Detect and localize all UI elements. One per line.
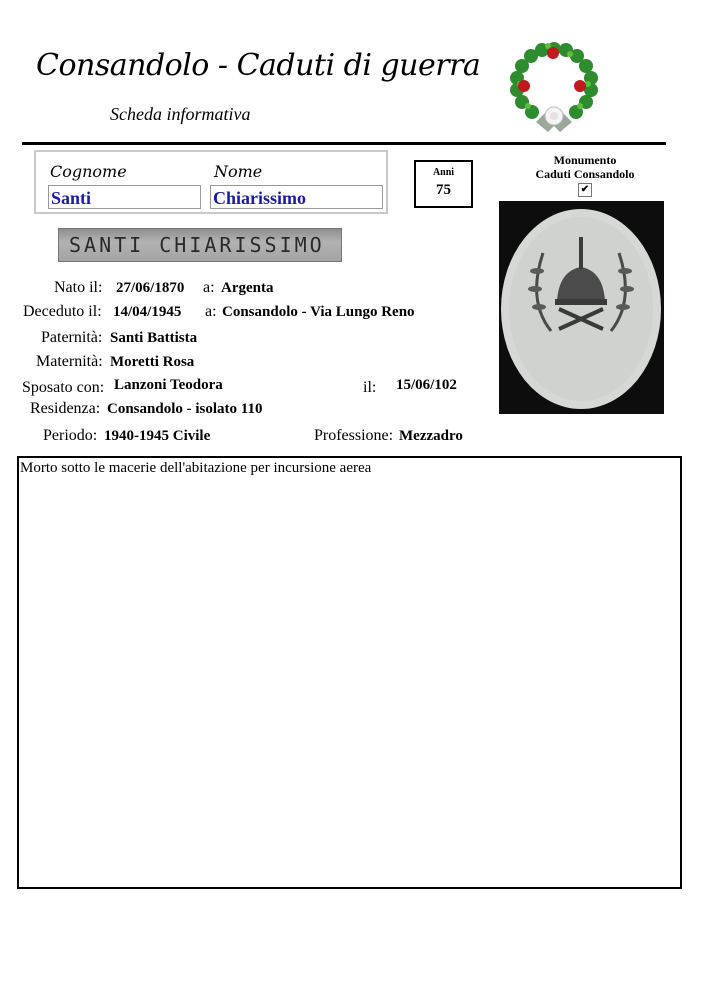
header-rule <box>22 142 666 145</box>
memorial-photo <box>499 201 664 414</box>
died-place-label: a: <box>205 303 217 320</box>
period-label: Periodo: <box>43 427 98 444</box>
died-place: Consandolo - Via Lungo Reno <box>222 304 415 320</box>
born-place: Argenta <box>221 280 274 296</box>
age-value: 75 <box>436 182 451 198</box>
residence-value: Consandolo - isolato 110 <box>107 401 263 417</box>
died-date: 14/04/1945 <box>113 304 182 320</box>
page-subtitle: Scheda informativa <box>110 104 251 124</box>
plaque-text: SANTI CHIARISSIMO <box>69 233 325 257</box>
spouse-name: Lanzoni Teodora <box>114 377 223 393</box>
period-value: 1940-1945 Civile <box>104 428 211 444</box>
father-label: Paternità: <box>41 329 103 346</box>
age-label: Anni <box>432 167 455 178</box>
born-date: 27/06/1870 <box>116 280 185 296</box>
residence-label: Residenza: <box>30 400 101 417</box>
notes-box <box>17 456 682 889</box>
name-panel <box>34 150 388 214</box>
monument-checkbox[interactable]: ✔ <box>578 183 592 197</box>
page-title: Consandolo - Caduti di guerra <box>36 48 481 83</box>
spouse-label: Sposato con: <box>22 379 105 396</box>
wreath-emblem <box>508 40 600 136</box>
born-place-label: a: <box>203 279 215 296</box>
profession-value: Mezzadro <box>399 428 463 444</box>
notes-text: Morto sotto le macerie dell'abitazione per incursione aerea <box>20 460 372 476</box>
monument-label-1: Monumento <box>553 153 617 167</box>
mother-name: Moretti Rosa <box>110 354 195 370</box>
father-name: Santi Battista <box>110 330 198 346</box>
given-name-label: Nome <box>214 162 263 181</box>
marriage-label: il: <box>363 379 377 396</box>
surname-label: Cognome <box>50 162 127 181</box>
born-label: Nato il: <box>54 279 103 296</box>
died-label: Deceduto il: <box>23 303 102 320</box>
marriage-date: 15/06/102 <box>396 377 457 393</box>
given-name-field: Chiarissimo <box>210 185 383 209</box>
helmet-medallion-image <box>499 201 664 414</box>
monument-panel <box>510 153 660 197</box>
name-plaque <box>58 228 342 262</box>
profession-label: Professione: <box>314 427 394 444</box>
mother-label: Maternità: <box>36 353 103 370</box>
monument-label-2: Caduti Consandolo <box>535 167 635 181</box>
age-box <box>414 160 473 208</box>
surname-field: Santi <box>48 185 201 209</box>
